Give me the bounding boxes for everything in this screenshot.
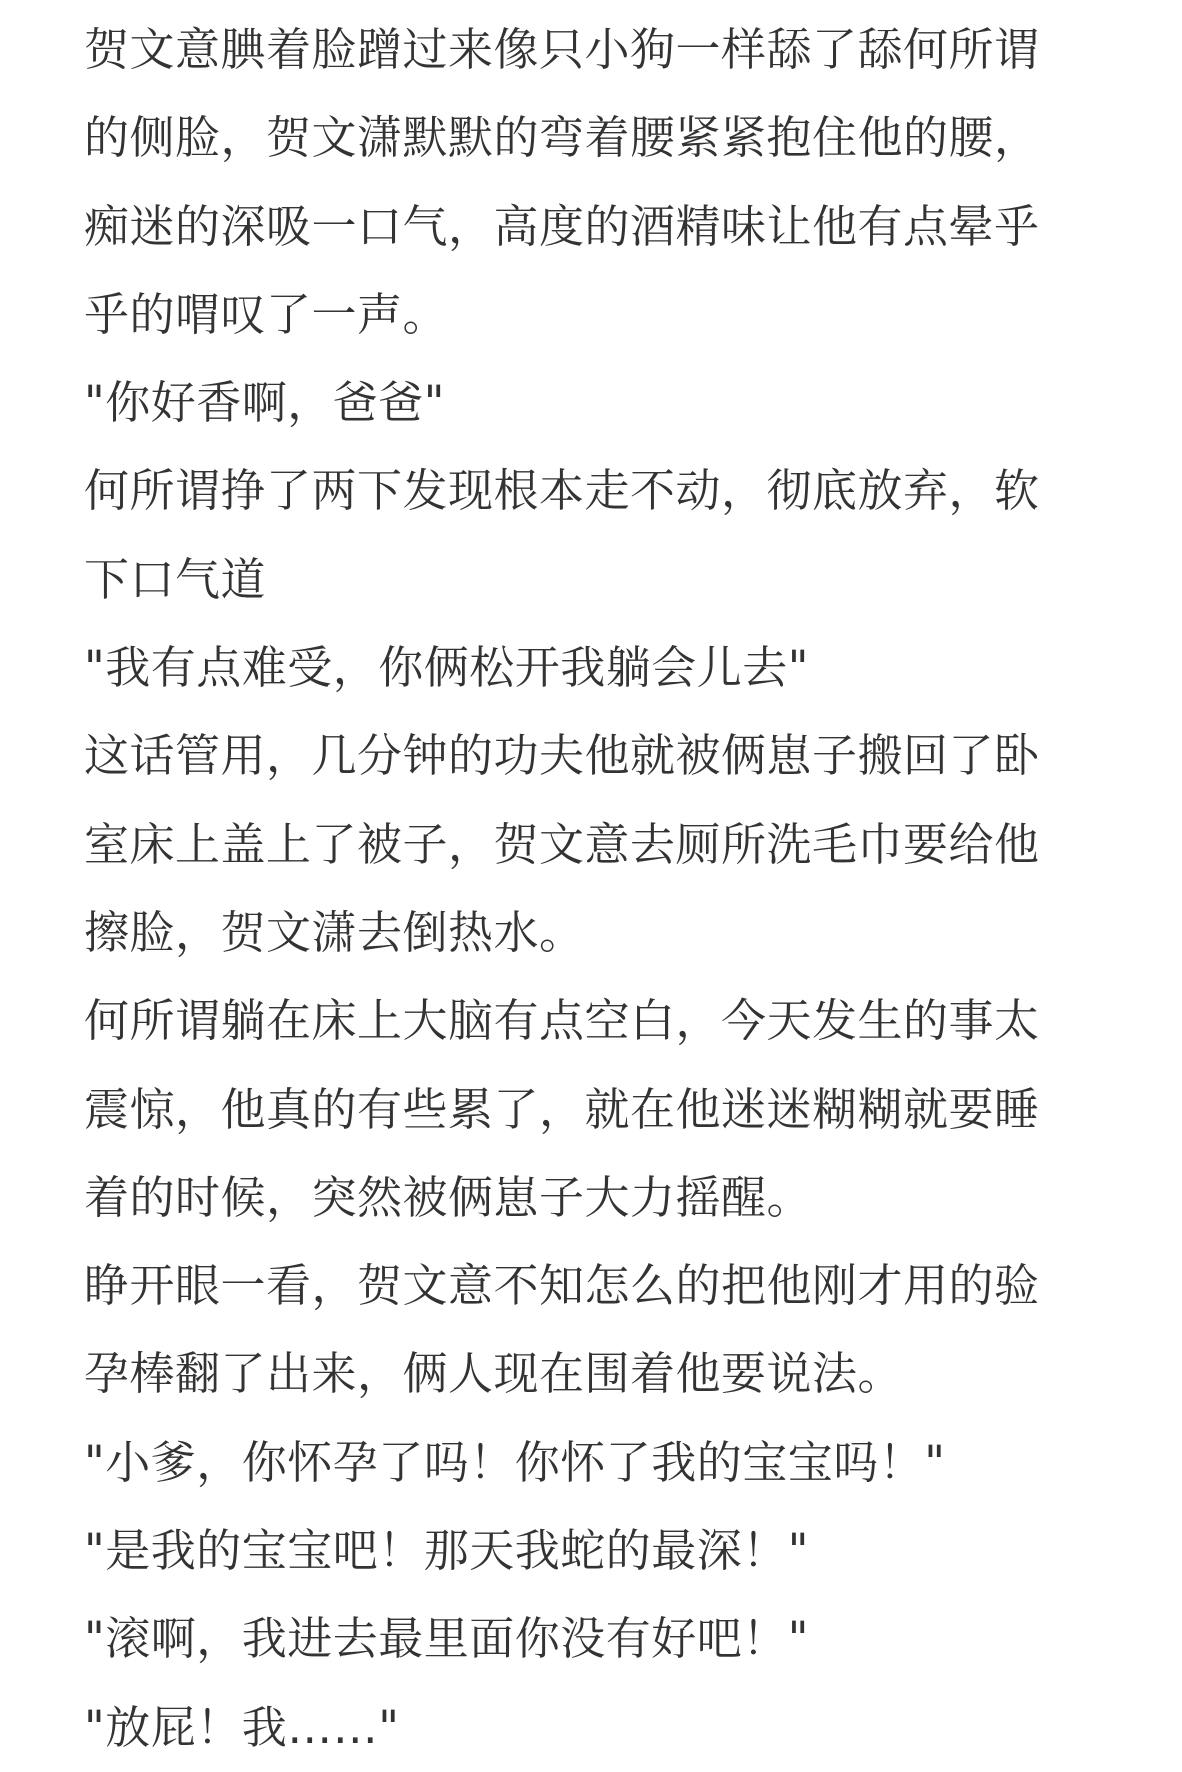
- story-text: [84, 6, 1074, 1772]
- text-line: 贺文意腆着脸蹭过来像只小狗一样舔了舔何所谓: [84, 23, 1040, 76]
- text-line: 睁开眼一看，贺文意不知怎么的把他刚才用的验: [84, 1259, 1040, 1313]
- text-line: 何所谓躺在床上大脑有点空白，今天发生的事太: [84, 994, 1040, 1048]
- text-line: 室床上盖上了被子，贺文意去厕所洗毛巾要给他: [84, 817, 1040, 871]
- text-line: 这话管用，几分钟的功夫他就被俩崽子搬回了卧: [84, 729, 1040, 783]
- text-line: 下口气道: [84, 552, 267, 606]
- text-line: 的侧脸，贺文潇默默的弯着腰紧紧抱住他的腰，: [84, 111, 1040, 165]
- text-line: 痴迷的深吸一口气，高度的酒精味让他有点晕乎: [84, 199, 1040, 253]
- text-line: 何所谓挣了两下发现根本走不动，彻底放弃，软: [84, 464, 1040, 518]
- text-line: 震惊，他真的有些累了，就在他迷迷糊糊就要睡: [84, 1082, 1040, 1136]
- text-line: "滚啊，我进去最里面你没有好吧！": [84, 1612, 809, 1666]
- text-line: 孕棒翻了出来，俩人现在围着他要说法。: [84, 1347, 904, 1401]
- text-line: "你好香啊，爸爸": [84, 376, 445, 430]
- text-line: 着的时候，突然被俩崽子大力摇醒。: [84, 1170, 813, 1224]
- text-line: "我有点难受，你俩松开我躺会儿去": [84, 641, 809, 695]
- text-line: 擦脸，贺文潇去倒热水。: [84, 905, 585, 959]
- text-line: 乎的喟叹了一声。: [84, 287, 449, 341]
- text-line: "小爹，你怀孕了吗！你怀了我的宝宝吗！": [84, 1435, 946, 1489]
- text-line: "是我的宝宝吧！那天我蛇的最深！": [84, 1524, 809, 1578]
- text-line: "放屁！我……": [84, 1700, 400, 1754]
